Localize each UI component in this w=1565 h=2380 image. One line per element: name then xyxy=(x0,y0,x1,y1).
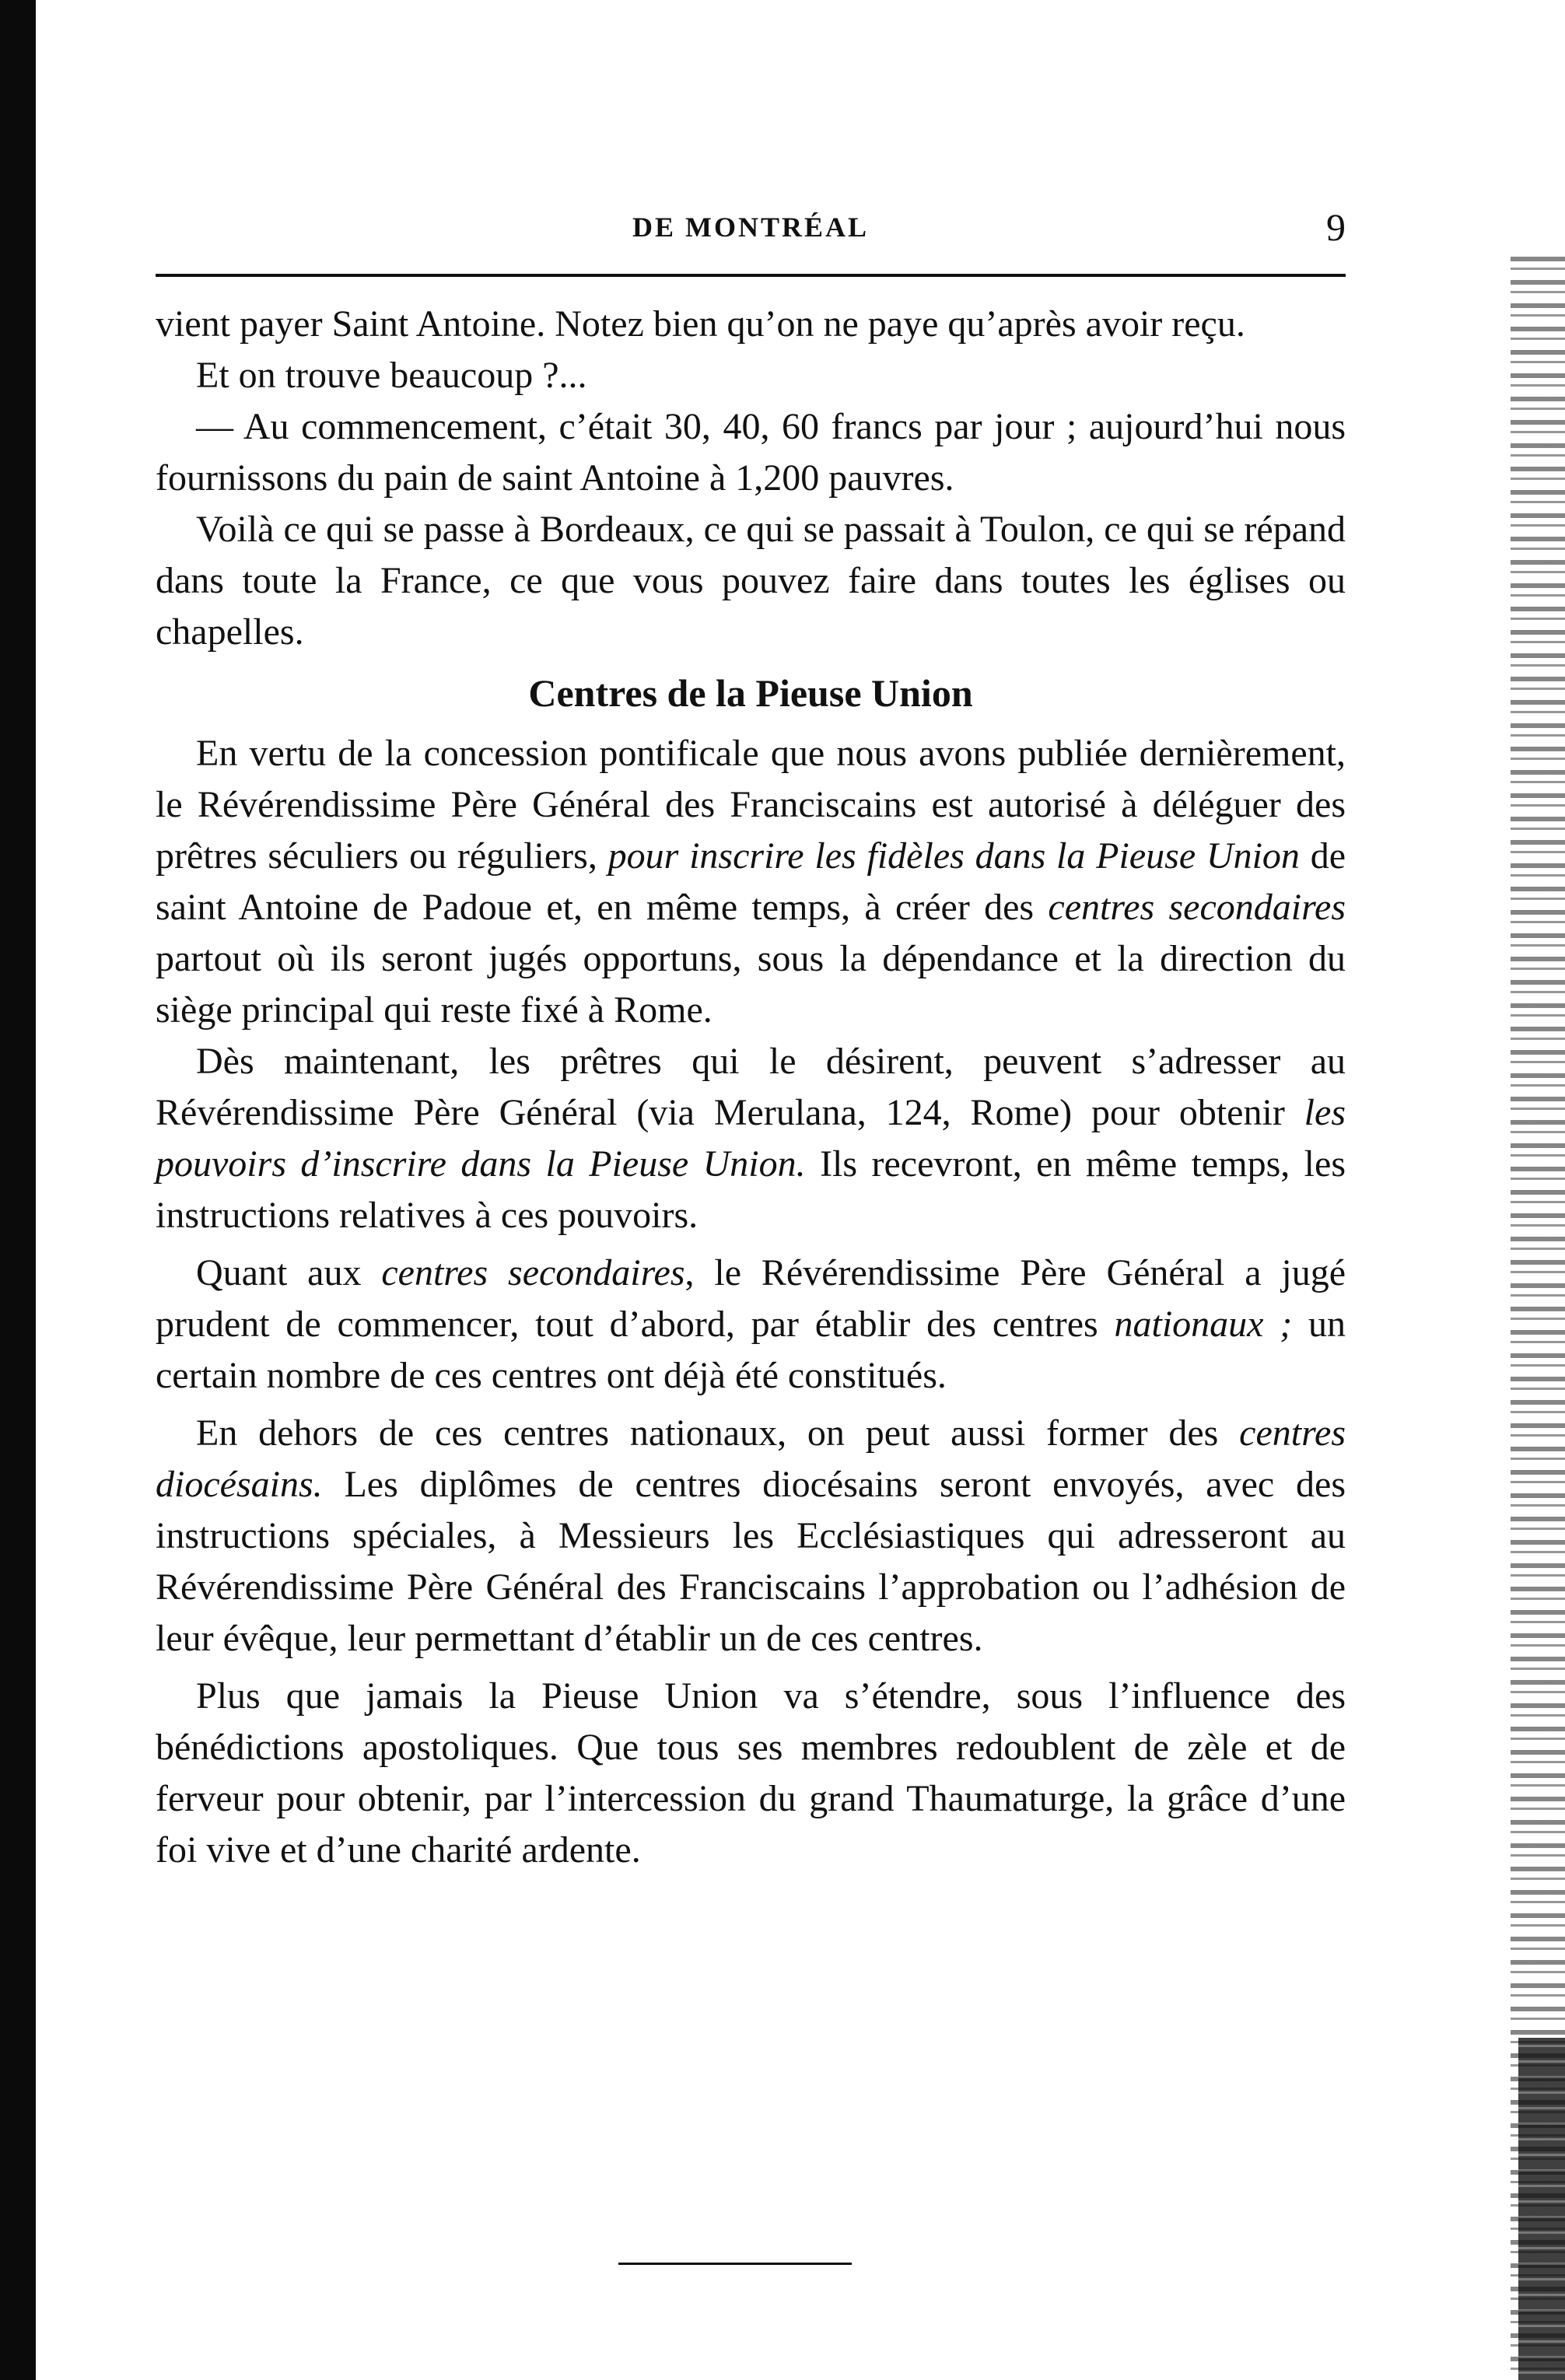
paragraph-7-text-e: un certain nombre de ces centres ont déjà été constitués. xyxy=(156,1304,1346,1396)
paragraph-6-text-c: Ils recevront, en même temps, les instructions relatives à ces pouvoirs. xyxy=(156,1143,1346,1236)
scan-border-left xyxy=(0,0,36,2380)
paragraph-8-italic-b: centres diocésains. xyxy=(156,1412,1346,1505)
paragraph-5-text-a: En vertu de la concession pontificale que nous avons publiée dernièrement, le Révérendissime Père Général des Franciscains est autorisé à déléguer des prêtres séculiers ou réguliers, xyxy=(156,733,1346,877)
paragraph-6 xyxy=(156,1036,1346,1241)
paragraph-7-text-a: Quant aux xyxy=(196,1252,382,1293)
paragraph-7-text-c: , le Révérendissime Père Général a jugé prudent de commencer, tout d’abord, par établir des centres xyxy=(156,1252,1346,1345)
paragraph-4: Voilà ce qui se passe à Bordeaux, ce qui se passait à Toulon, ce qui se répand dans toute la France, ce que vous pouvez faire dans toutes les églises ou chapelles. xyxy=(156,509,1346,653)
paragraph-9: Plus que jamais la Pieuse Union va s’étendre, sous l’influence des bénédictions apostoliques. Que tous ses membres redoublent de zèle et de ferveur pour obtenir, par l’intercession du grand Thaumaturge, la grâce d’une foi vive et d’une charité ardente. xyxy=(156,1675,1346,1871)
page-body xyxy=(156,299,1346,1876)
paragraph-8 xyxy=(156,1408,1346,1664)
paragraph-1: vient payer Saint Antoine. Notez bien qu’on ne paye qu’après avoir reçu. xyxy=(156,303,1245,345)
paragraph-2: Et on trouve beaucoup ?... xyxy=(196,355,587,396)
paragraph-8-text-a: En dehors de ces centres nationaux, on peut aussi former des xyxy=(196,1412,1240,1454)
paragraph-5 xyxy=(156,728,1346,1036)
paragraph-7-italic-d: nationaux ; xyxy=(1114,1304,1293,1345)
paragraph-6-text-a: Dès maintenant, les prêtres qui le désirent, peuvent s’adresser au Révérendissime Père Général (via Merulana, 124, Rome) pour obtenir xyxy=(156,1041,1346,1133)
page-number: 9 xyxy=(1326,205,1346,249)
paragraph-5-italic-d: centres secondaires xyxy=(1048,887,1346,928)
paragraph-8-text-c: Les diplômes de centres diocésains seront envoyés, avec des instructions spéciales, à Messieurs les Ecclésiastiques qui adresseront au Révérendissime Père Général des Franciscains l’approbation ou l’adhésion de leur évêque, leur permettant d’établir un de ces centres. xyxy=(156,1464,1346,1659)
running-header xyxy=(156,204,1346,250)
paragraph-7-italic-b: centres secondaires xyxy=(381,1252,685,1293)
header-rule xyxy=(156,274,1346,277)
paragraph-6-italic-b: les pouvoirs d’inscrire dans la Pieuse Union. xyxy=(156,1092,1346,1185)
paragraph-5-text-c: de saint Antoine de Padoue et, en même temps, à créer des xyxy=(156,835,1346,928)
paragraph-7 xyxy=(156,1248,1346,1402)
running-title: DE MONTRÉAL xyxy=(632,212,870,243)
paragraph-5-text-e: partout où ils seront jugés opportuns, sous la dépendance et la direction du siège principal qui reste fixé à Rome. xyxy=(156,938,1346,1031)
paragraph-5-italic-b: pour inscrire les fidèles dans la Pieuse Union xyxy=(607,835,1300,877)
section-heading: Centres de la Pieuse Union xyxy=(528,671,973,715)
scan-border-right-bottom xyxy=(1518,2038,1565,2380)
paragraph-3: — Au commencement, c’était 30, 40, 60 francs par jour ; aujourd’hui nous fournissons du pain de saint Antoine à 1,200 pauvres. xyxy=(156,406,1346,499)
footer-rule xyxy=(618,2263,852,2265)
